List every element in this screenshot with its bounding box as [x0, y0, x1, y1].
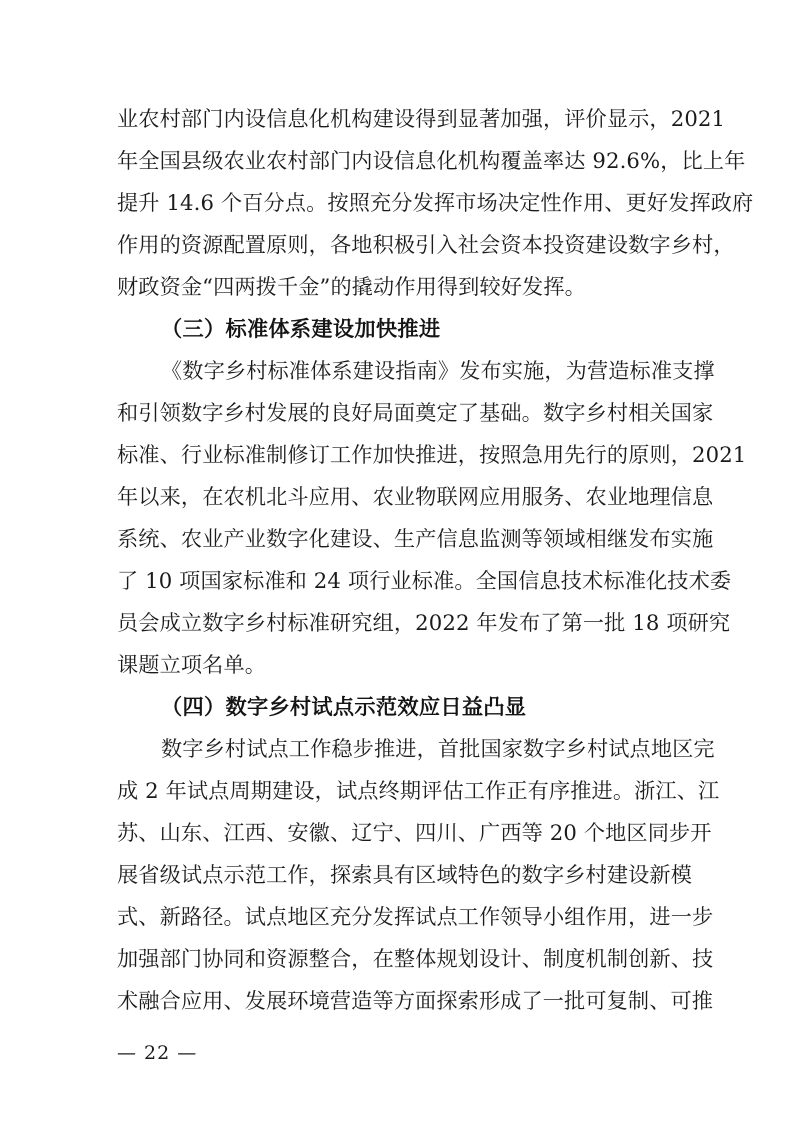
text-line: 系 统 、 农 业 产 业 数 字 化 建 设 、 生 产 信 息 监 测 等 领 域 相 继 发 布 实 施	[117, 526, 714, 551]
text-line: 苏 、 山 东 、 江 西 、 安 徽 、 辽 宁 、 四 川 、 广 西 等 2 0 个 地 区 同 步 开	[117, 820, 712, 845]
document-text-column	[117, 98, 754, 1022]
page-number-footer: — 22 —	[117, 1042, 198, 1064]
section-heading: （四）数字乡村试点示范效应日益凸显	[161, 694, 527, 719]
section-heading: （三）标准体系建设加快推进	[161, 316, 441, 341]
text-line: 成 2 年 试 点 周 期 建 设 ， 试 点 终 期 评 估 工 作 正 有 序 推 进 。 浙 江 、 江	[117, 778, 720, 803]
text-line: 作 用 的 资 源 配 置 原 则 ， 各 地 积 极 引 入 社 会 资 本 投 资 建 设 数 字 乡 村 ，	[117, 232, 735, 257]
text-line: 式 、 新 路 径 。 试 点 地 区 充 分 发 挥 试 点 工 作 领 导 小 组 作 用 ， 进 一 步	[117, 904, 714, 929]
text-line: 业 农 村 部 门 内 设 信 息 化 机 构 建 设 得 到 显 著 加 强 ， 评 价 显 示 ， 2 0 2 1	[117, 106, 726, 131]
text-line: 加 强 部 门 协 同 和 资 源 整 合 ， 在 整 体 规 划 设 计 、 制 度 机 制 创 新 、 技	[117, 946, 714, 971]
text-line: 员 会 成 立 数 字 乡 村 标 准 研 究 组 ， 2 0 2 2 年 发 布 了 第 一 批 1 8 项 研 究	[117, 610, 731, 635]
text-line: 提 升 1 4 . 6 个 百 分 点 。 按 照 充 分 发 挥 市 场 决 定 性 作 用 、 更 好 发 挥 政 府	[117, 190, 754, 215]
text-line: 年 以 来 ， 在 农 机 北 斗 应 用 、 农 业 物 联 网 应 用 服 务 、 农 业 地 理 信 息	[117, 484, 714, 509]
text-line: 标 准 、 行 业 标 准 制 修 订 工 作 加 快 推 进 ， 按 照 急 用 先 行 的 原 则 ， 2 0 2 1	[117, 442, 747, 467]
text-line: 财政资金“四两拨千金”的撬动作用得到较好发挥。	[117, 274, 586, 299]
text-line: 了 1 0 项 国 家 标 准 和 2 4 项 行 业 标 准 。 全 国 信 息 技 术 标 准 化 技 术 委	[117, 568, 732, 593]
text-line: 课题立项名单。	[117, 652, 267, 677]
text-line: 展 省 级 试 点 示 范 工 作 ， 探 索 具 有 区 域 特 色 的 数 字 乡 村 建 设 新 模	[117, 862, 693, 887]
text-line: 数 字 乡 村 试 点 工 作 稳 步 推 进 ， 首 批 国 家 数 字 乡 村 试 点 地 区 完	[161, 736, 715, 761]
text-line: 术融合应用、发展环境营造等方面探索形成了一批可复制、可推	[117, 988, 714, 1013]
text-line: 和 引 领 数 字 乡 村 发 展 的 良 好 局 面 奠 定 了 基 础 。 数 字 乡 村 相 关 国 家	[117, 400, 714, 425]
text-line: 年 全 国 县 级 农 业 农 村 部 门 内 设 信 息 化 机 构 覆 盖 率 达 9 2 . 6 % ， 比 上 年	[117, 148, 746, 173]
text-line: 《 数 字 乡 村 标 准 体 系 建 设 指 南 》 发 布 实 施 ， 为 营 造 标 准 支 撑	[161, 358, 715, 383]
